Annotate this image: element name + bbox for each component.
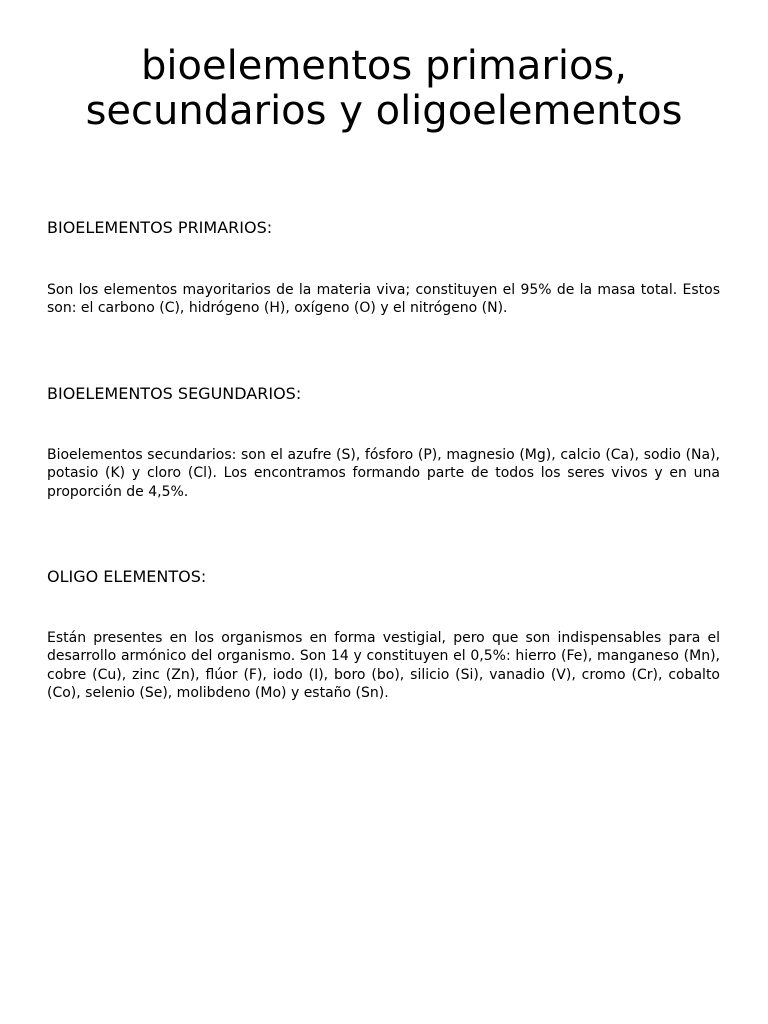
section-body-primarios: Son los elementos mayoritarios de la materia viva; constituyen el 95% de la masa total. Estos son: el carbono (C), hidrógeno (H), oxígeno (O) y el nitrógeno (N).: [47, 282, 720, 317]
section-heading-oligoelementos: OLIGO ELEMENTOS:: [47, 567, 207, 586]
section-heading-primarios: BIOELEMENTOS PRIMARIOS:: [47, 218, 273, 237]
page-title: bioelementos primarios, secundarios y oligoelementos: [85, 43, 683, 134]
section-heading-secundarios: BIOELEMENTOS SEGUNDARIOS:: [47, 384, 302, 403]
section-body-oligoelementos: Están presentes en los organismos en forma vestigial, pero que son indispensables para el desarrollo armónico del organismo. Son 14 y constituyen el 0,5%: hierro (Fe), manganeso (Mn), cobre (Cu), zinc (Zn), flúor (F), iodo (I), boro (bo), silicio (Si), vanadio (V), cromo (Cr), cobalto (Co), selenio (Se), molibdeno (Mo) y estaño (Sn).: [47, 630, 720, 702]
section-body-secundarios: Bioelementos secundarios: son el azufre (S), fósforo (P), magnesio (Mg), calcio (Ca), sodio (Na), potasio (K) y cloro (Cl). Los encontramos formando parte de todos los seres vivos y en una proporción de 4,5%.: [47, 447, 720, 500]
